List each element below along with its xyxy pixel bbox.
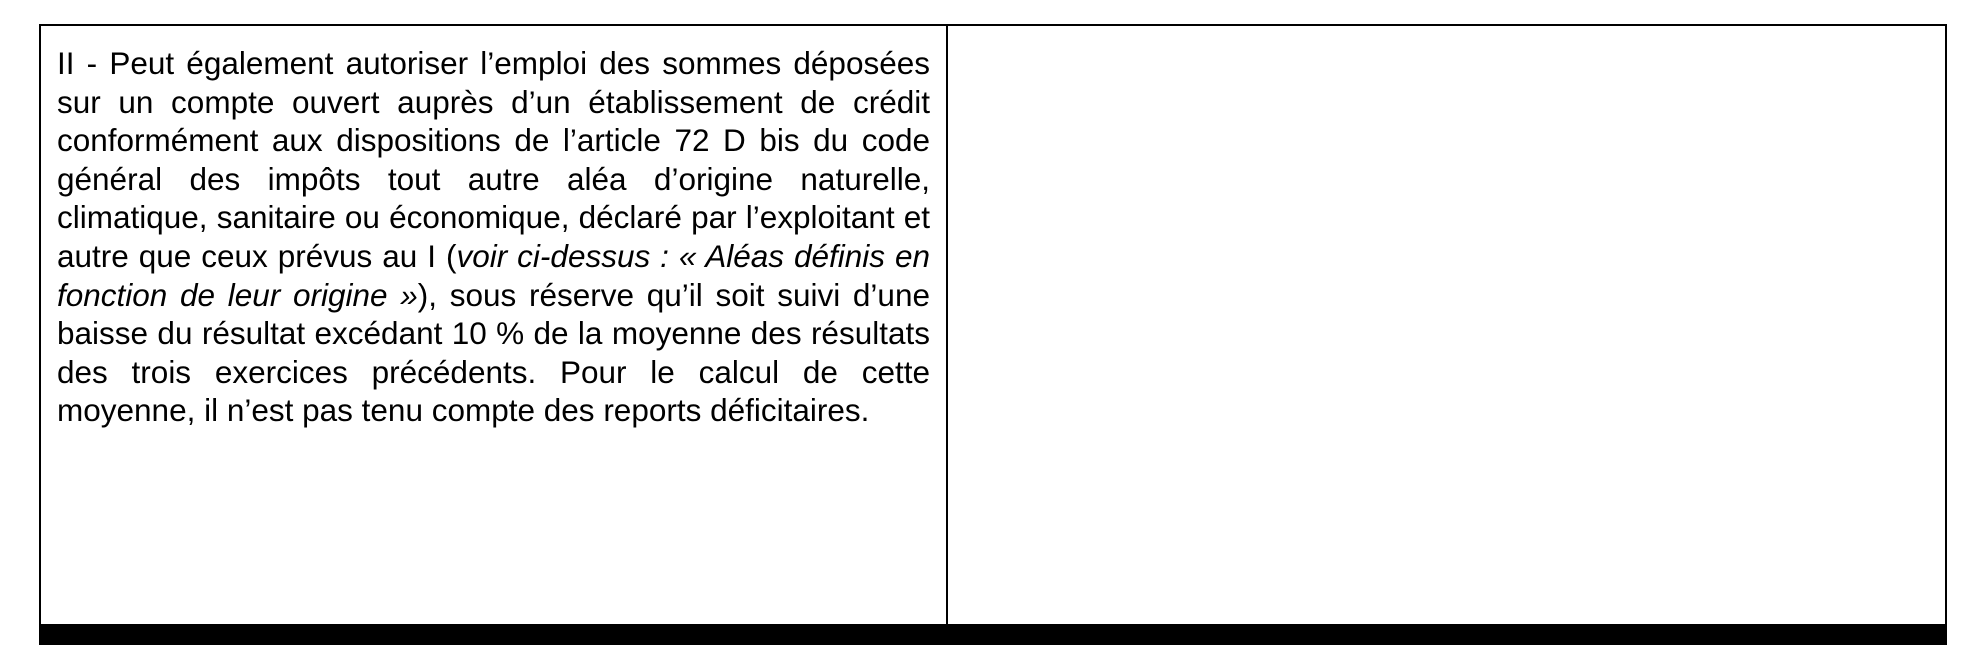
paragraph-rest: ), sous réserve qu’il soit suivi d’une baisse du résultat excédant 10 % de la moyenne des résultats des trois exercices précédents. Pour le calcul de cette moyenne, il n’est pas tenu compte des reports déficitaires.	[57, 276, 930, 429]
paragraph-lead: II - Peut également autoriser l’emploi des sommes déposées sur un compte ouvert auprès d’un établissement de crédit conformément aux dispositions de l’article 72 D bis du code général des impôts tout autre aléa d’origine naturelle, climatique, sanitaire ou économique, déclaré par l’exploitant et autre que ceux prévus au I (	[57, 45, 930, 274]
document-table	[39, 24, 1947, 624]
paragraph-text	[57, 44, 930, 430]
table-cell-left	[41, 26, 948, 624]
paragraph-reference-italic: voir ci-dessus : « Aléas définis en fonction de leur origine »	[57, 237, 930, 313]
table-bottom-rule	[39, 624, 1947, 645]
table-cell-right	[948, 26, 1945, 624]
